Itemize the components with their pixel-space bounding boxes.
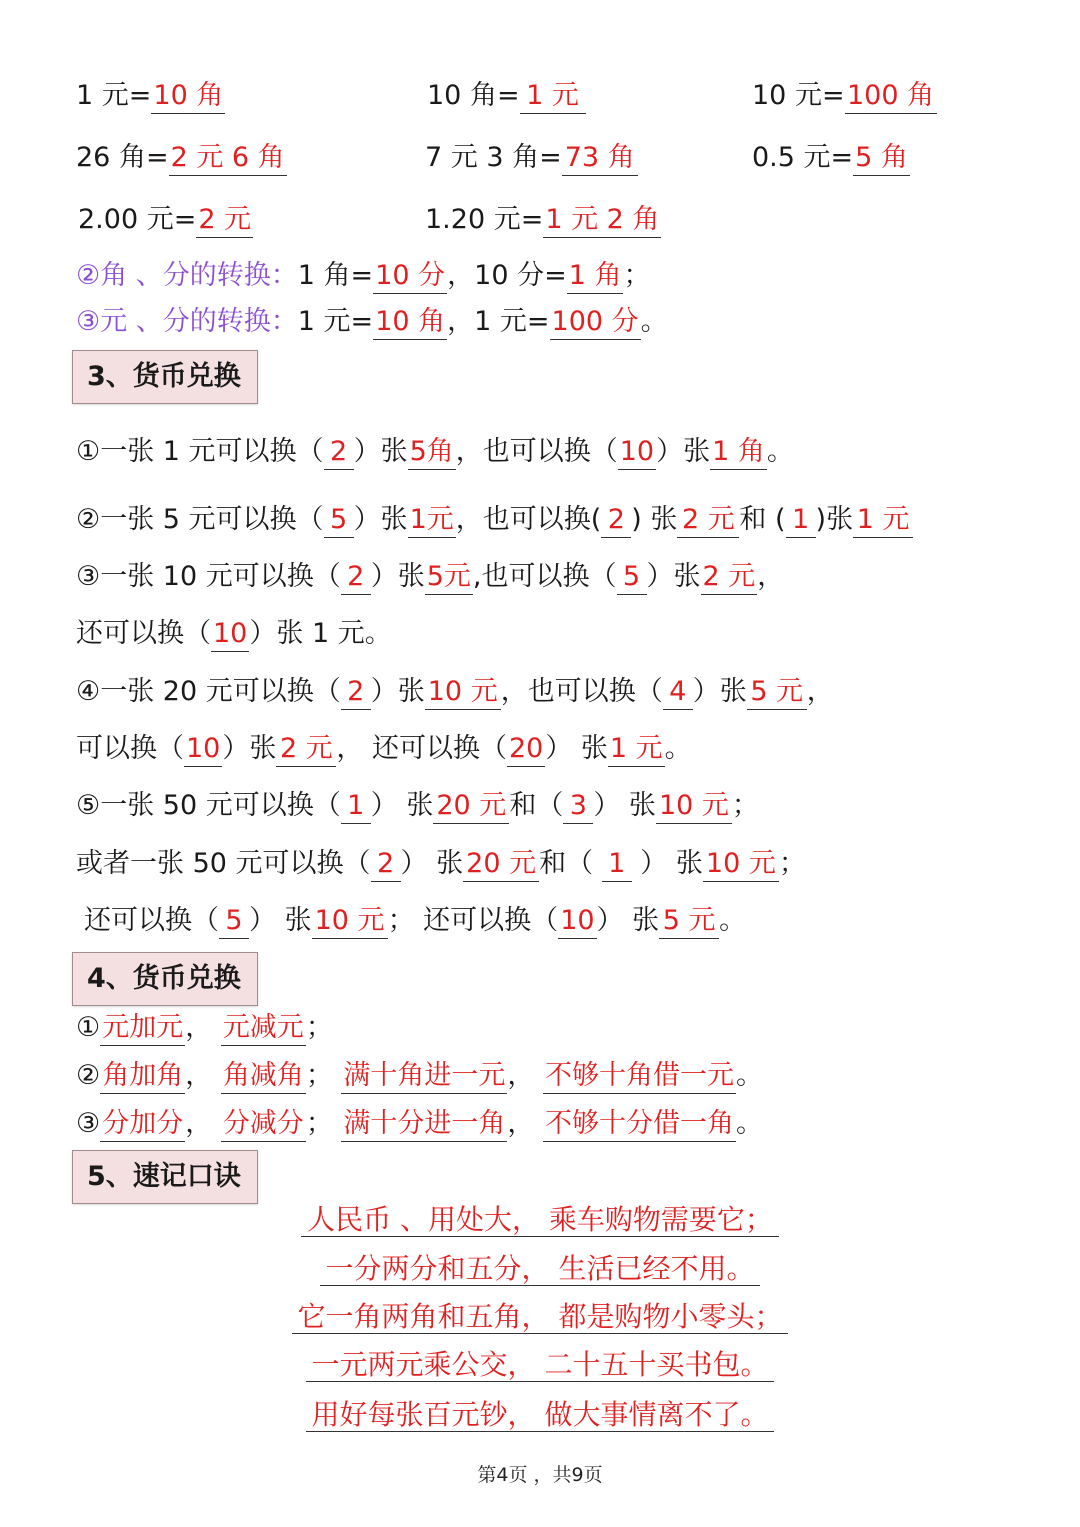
conv-question: 10 元= [752, 80, 845, 111]
exchange-item-4-cont [76, 729, 692, 769]
text: ）张 [353, 436, 408, 467]
answer-blank: 4 [663, 675, 693, 710]
conv-answer: 5 角 [853, 141, 910, 176]
text: ； [305, 1012, 333, 1043]
rhyme-line [0, 1395, 1080, 1435]
text: ）张 [370, 676, 425, 707]
text: 可以换（ [76, 733, 184, 764]
text: ） 张 [545, 733, 608, 764]
answer-blank: 不够十角借一元 [543, 1059, 736, 1094]
answer-blank: 元加元 [100, 1011, 185, 1046]
answer-blank: 2 元 [701, 560, 758, 595]
text: ， [806, 676, 834, 707]
section-4-header: 4、货币兑换 [72, 952, 258, 1006]
conv-answer: 10 分 [373, 259, 447, 294]
answer-blank: 3 [563, 789, 593, 824]
text: 和（ [539, 848, 602, 879]
text: ） 张 [593, 790, 656, 821]
text: ， [185, 1060, 221, 1091]
text: ）张 1 元。 [249, 618, 392, 649]
answer-blank: 满十角进一元 [341, 1059, 507, 1094]
answer-blank: 10 元 [425, 675, 501, 710]
text: ， [507, 1108, 543, 1139]
rhyme-line [0, 1345, 1080, 1385]
exchange-item-4 [76, 672, 834, 712]
conv-answer: 10 角 [373, 305, 447, 340]
answer-blank: 20 元 [463, 847, 539, 882]
conv-question: 10 角= [427, 80, 520, 111]
exchange-item-5-alt [76, 844, 806, 884]
rhyme-text: 一分两分和五分， 生活已经不用。 [320, 1252, 761, 1286]
conv-item [425, 138, 638, 178]
punctuation: ； [623, 260, 651, 291]
answer-blank: 10 [558, 904, 596, 939]
answer-blank: 5角 [408, 435, 456, 470]
conv-question: 26 角= [76, 142, 169, 173]
text: 。 [664, 733, 692, 764]
text: ） 张 [631, 848, 703, 879]
text: ③ [76, 1108, 101, 1139]
exchange-item-3-cont [76, 614, 392, 654]
conv-question: ，10 分= [447, 260, 567, 291]
conv-answer: 2 元 [196, 203, 253, 238]
text: ⑤一张 50 元可以换（ [76, 790, 341, 821]
answer-blank: 元减元 [221, 1011, 306, 1046]
answer-blank: 角加角 [100, 1059, 185, 1094]
conv-answer: 73 角 [562, 141, 638, 176]
answer-blank: 5 元 [747, 675, 807, 710]
conv-item [76, 76, 225, 116]
rhyme-line [0, 1200, 1080, 1240]
answer-blank: 10 元 [312, 904, 388, 939]
rhyme-text: 用好每张百元钞， 做大事情离不了。 [306, 1398, 775, 1432]
text: ）张 [353, 504, 408, 535]
answer-blank: 10 [211, 617, 249, 652]
conv-item [752, 76, 937, 116]
text: ）张 [656, 436, 711, 467]
conv-answer: 2 元 6 角 [169, 141, 287, 176]
answer-blank: 5 元 [659, 904, 719, 939]
punctuation: 。 [640, 306, 668, 337]
text: ） 张 [370, 790, 434, 821]
text: ； [731, 790, 759, 821]
text: ② [76, 1060, 101, 1091]
text: ， [757, 561, 785, 592]
answer-blank: 1 角 [710, 435, 767, 470]
text: ②一张 5 元可以换（ [76, 504, 324, 535]
conv-question: 2.00 元= [78, 204, 197, 235]
text: ） 张 [400, 848, 464, 879]
answer-blank: 1 [786, 503, 816, 538]
answer-blank: 5 [219, 904, 249, 939]
text: 还可以换（ [84, 905, 219, 936]
conv-answer: 1 元 2 角 [543, 203, 661, 238]
rule-item-1 [76, 1008, 333, 1048]
rhyme-text: 一元两元乘公交， 二十五十买书包。 [306, 1348, 775, 1382]
answer-blank: 分减分 [221, 1107, 306, 1142]
text: 。 [766, 436, 794, 467]
rhyme-text: 它一角两角和五角， 都是购物小零头； [292, 1300, 789, 1334]
answer-blank: 5 [324, 503, 354, 538]
text: ） 张 [249, 905, 312, 936]
answer-blank: 10 元 [656, 789, 732, 824]
text: ）张 [646, 561, 701, 592]
answer-blank: 2 [324, 435, 354, 470]
jiao-fen-conversion [76, 256, 650, 296]
text: )张 [815, 504, 854, 535]
answer-blank: 1 [602, 847, 632, 882]
text: ； 还可以换（ [387, 905, 559, 936]
rhyme-line [0, 1249, 1080, 1289]
text: ）张 [370, 561, 425, 592]
conv-question: 1.20 元= [425, 204, 544, 235]
text: 还可以换（ [76, 618, 211, 649]
text: ④一张 20 元可以换（ [76, 676, 341, 707]
text: ,也可以换（ [472, 561, 617, 592]
text: 。 [736, 1108, 763, 1139]
text: 和（ [509, 790, 564, 821]
conv-item [76, 138, 287, 178]
answer-blank: 分加分 [100, 1107, 185, 1142]
answer-blank: 2 元 [276, 732, 336, 767]
rhyme-text: 人民币 、用处大， 乘车购物需要它； [301, 1203, 779, 1237]
rule-item-2 [76, 1056, 763, 1096]
text: ， [185, 1012, 221, 1043]
answer-blank: 20 [507, 732, 545, 767]
conv-item [425, 200, 661, 240]
answer-blank: 满十分进一角 [341, 1107, 507, 1142]
rhyme-line [0, 1297, 1080, 1337]
answer-blank: 1元 [408, 503, 456, 538]
answer-blank: 不够十分借一角 [543, 1107, 736, 1142]
conv-question: 1 元= [297, 306, 374, 337]
answer-blank: 2 [341, 675, 371, 710]
answer-blank: 角减角 [221, 1059, 306, 1094]
answer-blank: 2 元 [677, 503, 739, 538]
section-3-header: 3、货币兑换 [72, 350, 258, 404]
answer-blank: 10 [184, 732, 222, 767]
exchange-item-5 [76, 786, 759, 826]
text: ， [507, 1060, 543, 1091]
conv-question: 0.5 元= [752, 142, 854, 173]
exchange-item-3 [76, 557, 784, 597]
exchange-item-2 [76, 500, 913, 540]
answer-blank: 1 元 [853, 503, 913, 538]
text: ； [305, 1108, 342, 1139]
text: 和 ( [739, 504, 786, 535]
text: ）张 [222, 733, 277, 764]
exchange-item-5-more [84, 901, 746, 941]
answer-blank: 5元 [425, 560, 473, 595]
text: ， [185, 1108, 221, 1139]
conv-answer: 1 角 [567, 259, 624, 294]
answer-blank: 20 元 [433, 789, 509, 824]
text: ）张 [692, 676, 747, 707]
conv-question: ，1 元= [447, 306, 550, 337]
conv-question: 1 元= [76, 80, 152, 111]
conv-answer: 100 分 [550, 305, 641, 340]
text: ； [305, 1060, 342, 1091]
answer-blank: 2 [371, 847, 401, 882]
answer-blank: 10 元 [703, 847, 779, 882]
conversion-label: ③元 、分的转换： [76, 306, 298, 337]
text: 。 [736, 1060, 763, 1091]
text: ） 张 [596, 905, 660, 936]
text: ③一张 10 元可以换（ [76, 561, 341, 592]
section-5-header: 5、速记口诀 [72, 1150, 258, 1204]
conv-question: 1 角= [297, 260, 374, 291]
conversion-label: ②角 、分的转换： [76, 260, 298, 291]
conv-item [427, 76, 586, 116]
page-number: 第4页 ，共9页 [477, 1464, 603, 1486]
conv-answer: 100 角 [845, 79, 937, 114]
text: 。 [719, 905, 747, 936]
answer-blank: 1 元 [608, 732, 665, 767]
conv-item [78, 200, 253, 240]
answer-blank: 10 [618, 435, 656, 470]
rule-item-3 [76, 1104, 763, 1144]
text: ，也可以换( [455, 504, 602, 535]
text: 或者一张 50 元可以换（ [76, 848, 371, 879]
exchange-item-1 [76, 432, 794, 472]
text: ①一张 1 元可以换（ [76, 436, 324, 467]
conv-answer: 10 角 [151, 79, 225, 114]
text: ， 还可以换（ [336, 733, 507, 764]
answer-blank: 5 [617, 560, 647, 595]
text: ，也可以换（ [500, 676, 663, 707]
answer-blank: 2 [341, 560, 371, 595]
conv-answer: 1 元 [520, 79, 586, 114]
text: ，也可以换（ [455, 436, 618, 467]
text: ； [778, 848, 806, 879]
text: ① [76, 1012, 101, 1043]
answer-blank: 2 [601, 503, 631, 538]
yuan-fen-conversion [76, 302, 668, 342]
answer-blank: 1 [341, 789, 371, 824]
text: ) 张 [631, 504, 678, 535]
conv-question: 7 元 3 角= [425, 142, 562, 173]
conv-item [752, 138, 910, 178]
